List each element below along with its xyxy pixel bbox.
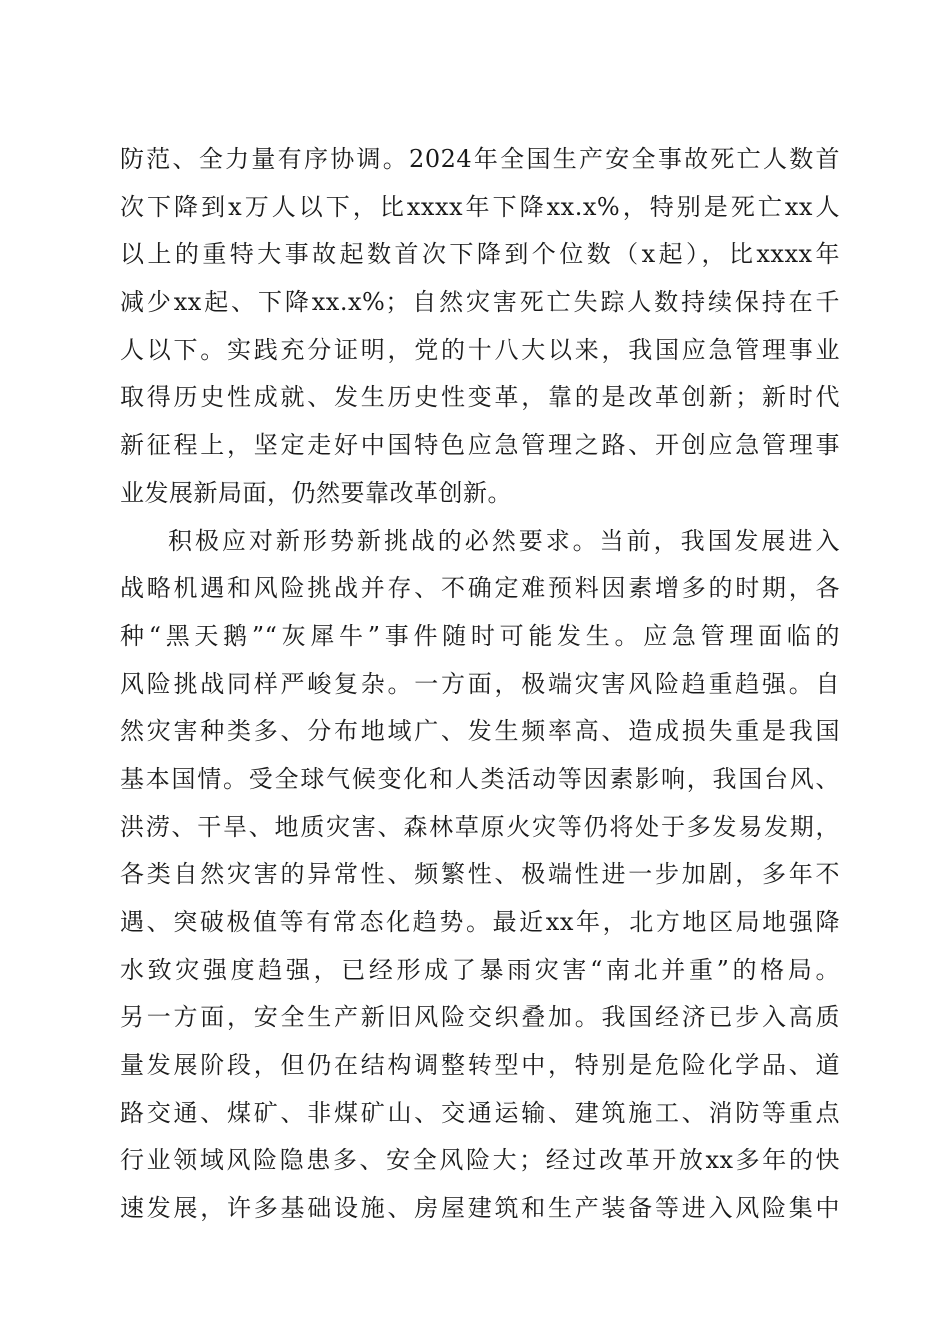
document-body <box>120 136 840 1233</box>
text-line: 取得历史性成就、发生历史性变革，靠的是改革创新；新时代 <box>120 383 840 412</box>
paragraph-2 <box>120 518 840 1233</box>
text-line: 业发展新局面，仍然要靠改革创新。 <box>120 478 512 507</box>
text-line: 战略机遇和风险挑战并存、不确定难预料因素增多的时期，各 <box>120 574 840 603</box>
text-line: 各类自然灾害的异常性、频繁性、极端性进一步加剧，多年不 <box>120 860 840 889</box>
text-line: 然灾害种类多、分布地域广、发生频率高、造成损失重是我国 <box>120 717 840 746</box>
text-line: 风险挑战同样严峻复杂。一方面，极端灾害风险趋重趋强。自 <box>120 669 840 698</box>
text-line: 以上的重特大事故起数首次下降到个位数（x起），比xxxx年 <box>120 240 840 269</box>
text-line: 人以下。实践充分证明，党的十八大以来，我国应急管理事业 <box>120 335 840 364</box>
text-line: 洪涝、干旱、地质灾害、森林草原火灾等仍将处于多发易发期， <box>120 812 840 841</box>
text-line: 减少xx起、下降xx.x%；自然灾害死亡失踪人数持续保持在千 <box>120 288 840 317</box>
text-line: 路交通、煤矿、非煤矿山、交通运输、建筑施工、消防等重点 <box>120 1098 840 1127</box>
text-line: 速发展，许多基础设施、房屋建筑和生产装备等进入风险集中 <box>120 1194 840 1223</box>
text-line: 量发展阶段，但仍在结构调整转型中，特别是危险化学品、道 <box>120 1051 840 1080</box>
text-line: 基本国情。受全球气候变化和人类活动等因素影响，我国台风、 <box>120 764 840 793</box>
text-line: 水致灾强度趋强，已经形成了暴雨灾害“南北并重”的格局。 <box>120 955 840 984</box>
text-line-indented: 积极应对新形势新挑战的必然要求。当前，我国发展进入 <box>168 526 840 555</box>
text-line: 种“黑天鹅”“灰犀牛”事件随时可能发生。应急管理面临的 <box>120 621 840 650</box>
paragraph-1 <box>120 136 840 518</box>
text-line: 次下降到x万人以下，比xxxx年下降xx.x%，特别是死亡xx人 <box>120 192 840 221</box>
text-line: 新征程上，坚定走好中国特色应急管理之路、开创应急管理事 <box>120 431 840 460</box>
text-line: 遇、突破极值等有常态化趋势。最近xx年，北方地区局地强降 <box>120 908 840 936</box>
text-line: 防范、全力量有序协调。2024年全国生产安全事故死亡人数首 <box>120 145 840 173</box>
text-line: 另一方面，安全生产新旧风险交织叠加。我国经济已步入高质 <box>120 1003 840 1032</box>
text-line: 行业领域风险隐患多、安全风险大；经过改革开放xx多年的快 <box>120 1146 840 1175</box>
